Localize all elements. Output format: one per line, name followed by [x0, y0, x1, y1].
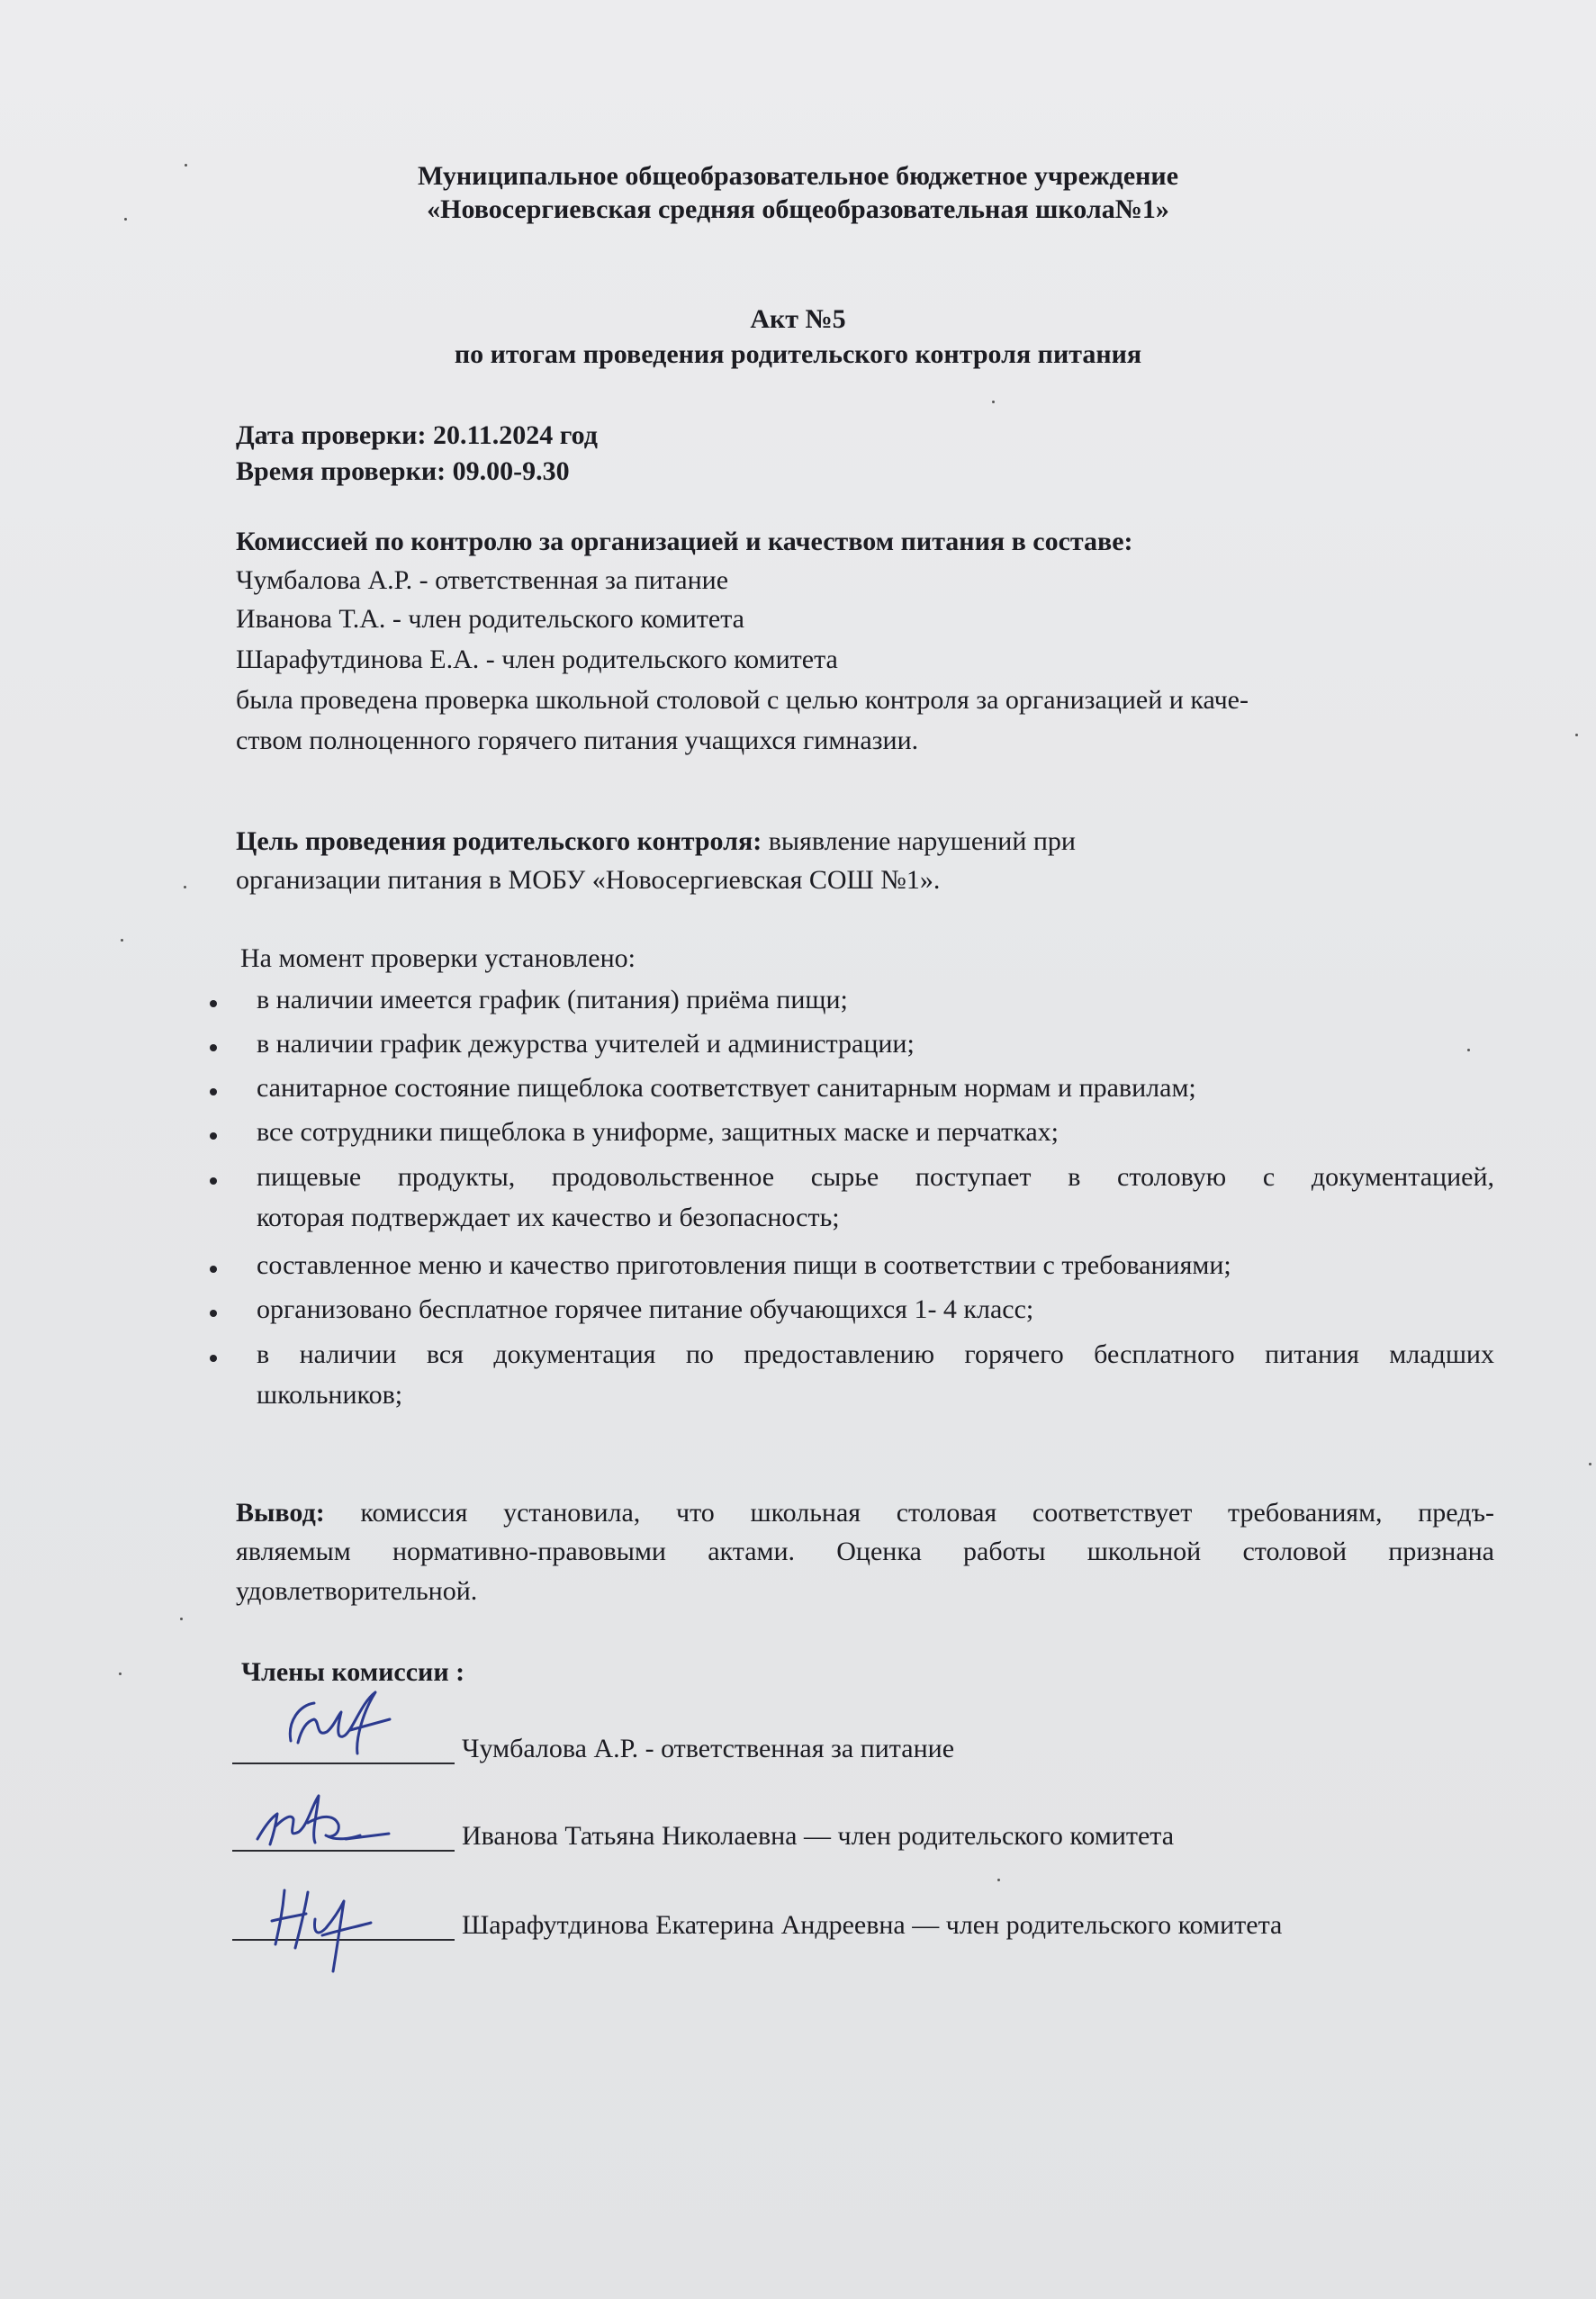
bullet-icon [210, 1132, 217, 1140]
goal-label: Цель проведения родительского контроля: [236, 826, 762, 856]
paper-speck [1467, 1049, 1470, 1051]
findings-intro: На момент проверки установлено: [240, 943, 636, 973]
commission-heading: Комиссией по контролю за организацией и качеством питания в составе: [236, 527, 1133, 556]
paper-speck [997, 1879, 1000, 1881]
act-title: Акт №5 [750, 304, 846, 334]
bullet-icon [210, 1000, 217, 1007]
check-time: Время проверки: 09.00-9.30 [236, 456, 570, 486]
bullet-icon [210, 1044, 217, 1051]
bullet-icon [210, 1177, 217, 1185]
signature-name: Иванова Татьяна Николаевна — член родительского комитета [462, 1821, 1175, 1851]
finding-item-continued: школьников; [257, 1380, 403, 1410]
commission-text-line-1: была проведена проверка школьной столовой с целью контроля за организацией и каче- [236, 685, 1249, 715]
commission-member: Чумбалова А.Р. - ответственная за питание [236, 565, 729, 595]
finding-item: в наличии имеется график (питания) приёма пищи; [257, 985, 848, 1014]
paper-speck [119, 1672, 122, 1675]
bullet-icon [210, 1310, 217, 1317]
conclusion-label: Вывод: [236, 1498, 325, 1528]
commission-member: Шарафутдинова Е.А. - член родительского комитета [236, 645, 838, 674]
goal-text: выявление нарушений при [762, 826, 1076, 856]
bullet-icon [210, 1266, 217, 1273]
conclusion-line-2: являемым нормативно-правовыми актами. Оценка работы школьной столовой признана [236, 1537, 1494, 1566]
finding-item-continued: которая подтверждает их качество и безопасность; [257, 1203, 840, 1232]
org-name-line-2: «Новосергиевская средняя общеобразовательная школа№1» [427, 194, 1169, 224]
paper-speck [1575, 734, 1578, 736]
handwritten-signature [259, 1881, 376, 1980]
finding-item: санитарное состояние пищеблока соответствует санитарным нормам и правилам; [257, 1073, 1196, 1103]
goal-line-2: организации питания в МОБУ «Новосергиевская СОШ №1». [236, 865, 941, 895]
conclusion-text: комиссия установила, что школьная столовая соответствует требованиям, предъ- [324, 1498, 1494, 1528]
conclusion-line-1 [236, 1497, 1494, 1529]
finding-item: все сотрудники пищеблока в униформе, защитных маске и перчатках; [257, 1117, 1059, 1147]
handwritten-signature [245, 1787, 398, 1863]
check-date: Дата проверки: 20.11.2024 год [236, 420, 598, 450]
signature-name: Шарафутдинова Екатерина Андреевна — член родительского комитета [462, 1910, 1283, 1940]
paper-speck [180, 1618, 183, 1620]
finding-item: организовано бесплатное горячее питание обучающихся 1- 4 класс; [257, 1294, 1034, 1324]
paper-speck [184, 886, 186, 888]
finding-item: в наличии график дежурства учителей и администрации; [257, 1029, 915, 1059]
paper-speck [121, 939, 123, 942]
commission-text-line-2: ством полноценного горячего питания учащихся гимназии. [236, 726, 919, 755]
conclusion-line-3: удовлетворительной. [236, 1576, 478, 1606]
signature-name: Чумбалова А.Р. - ответственная за питание [462, 1734, 955, 1763]
bullet-icon [210, 1088, 217, 1095]
org-name-line-1: Муниципальное общеобразовательное бюджетное учреждение [417, 161, 1179, 191]
finding-item: пищевые продукты, продовольственное сырье поступает в столовую с документацией, [257, 1162, 1494, 1192]
commission-member: Иванова Т.А. - член родительского комитета [236, 604, 744, 634]
handwritten-signature [275, 1685, 401, 1766]
finding-item: составленное меню и качество приготовления пищи в соответствии с требованиями; [257, 1250, 1231, 1280]
paper-speck [992, 401, 995, 403]
goal-line-1 [236, 825, 1076, 858]
finding-item: в наличии вся документация по предоставлению горячего бесплатного питания младших [257, 1339, 1494, 1369]
paper-speck [1589, 1463, 1591, 1465]
members-heading: Члены комиссии : [241, 1657, 465, 1687]
bullet-icon [210, 1355, 217, 1362]
act-subtitle: по итогам проведения родительского контроля питания [454, 339, 1142, 369]
